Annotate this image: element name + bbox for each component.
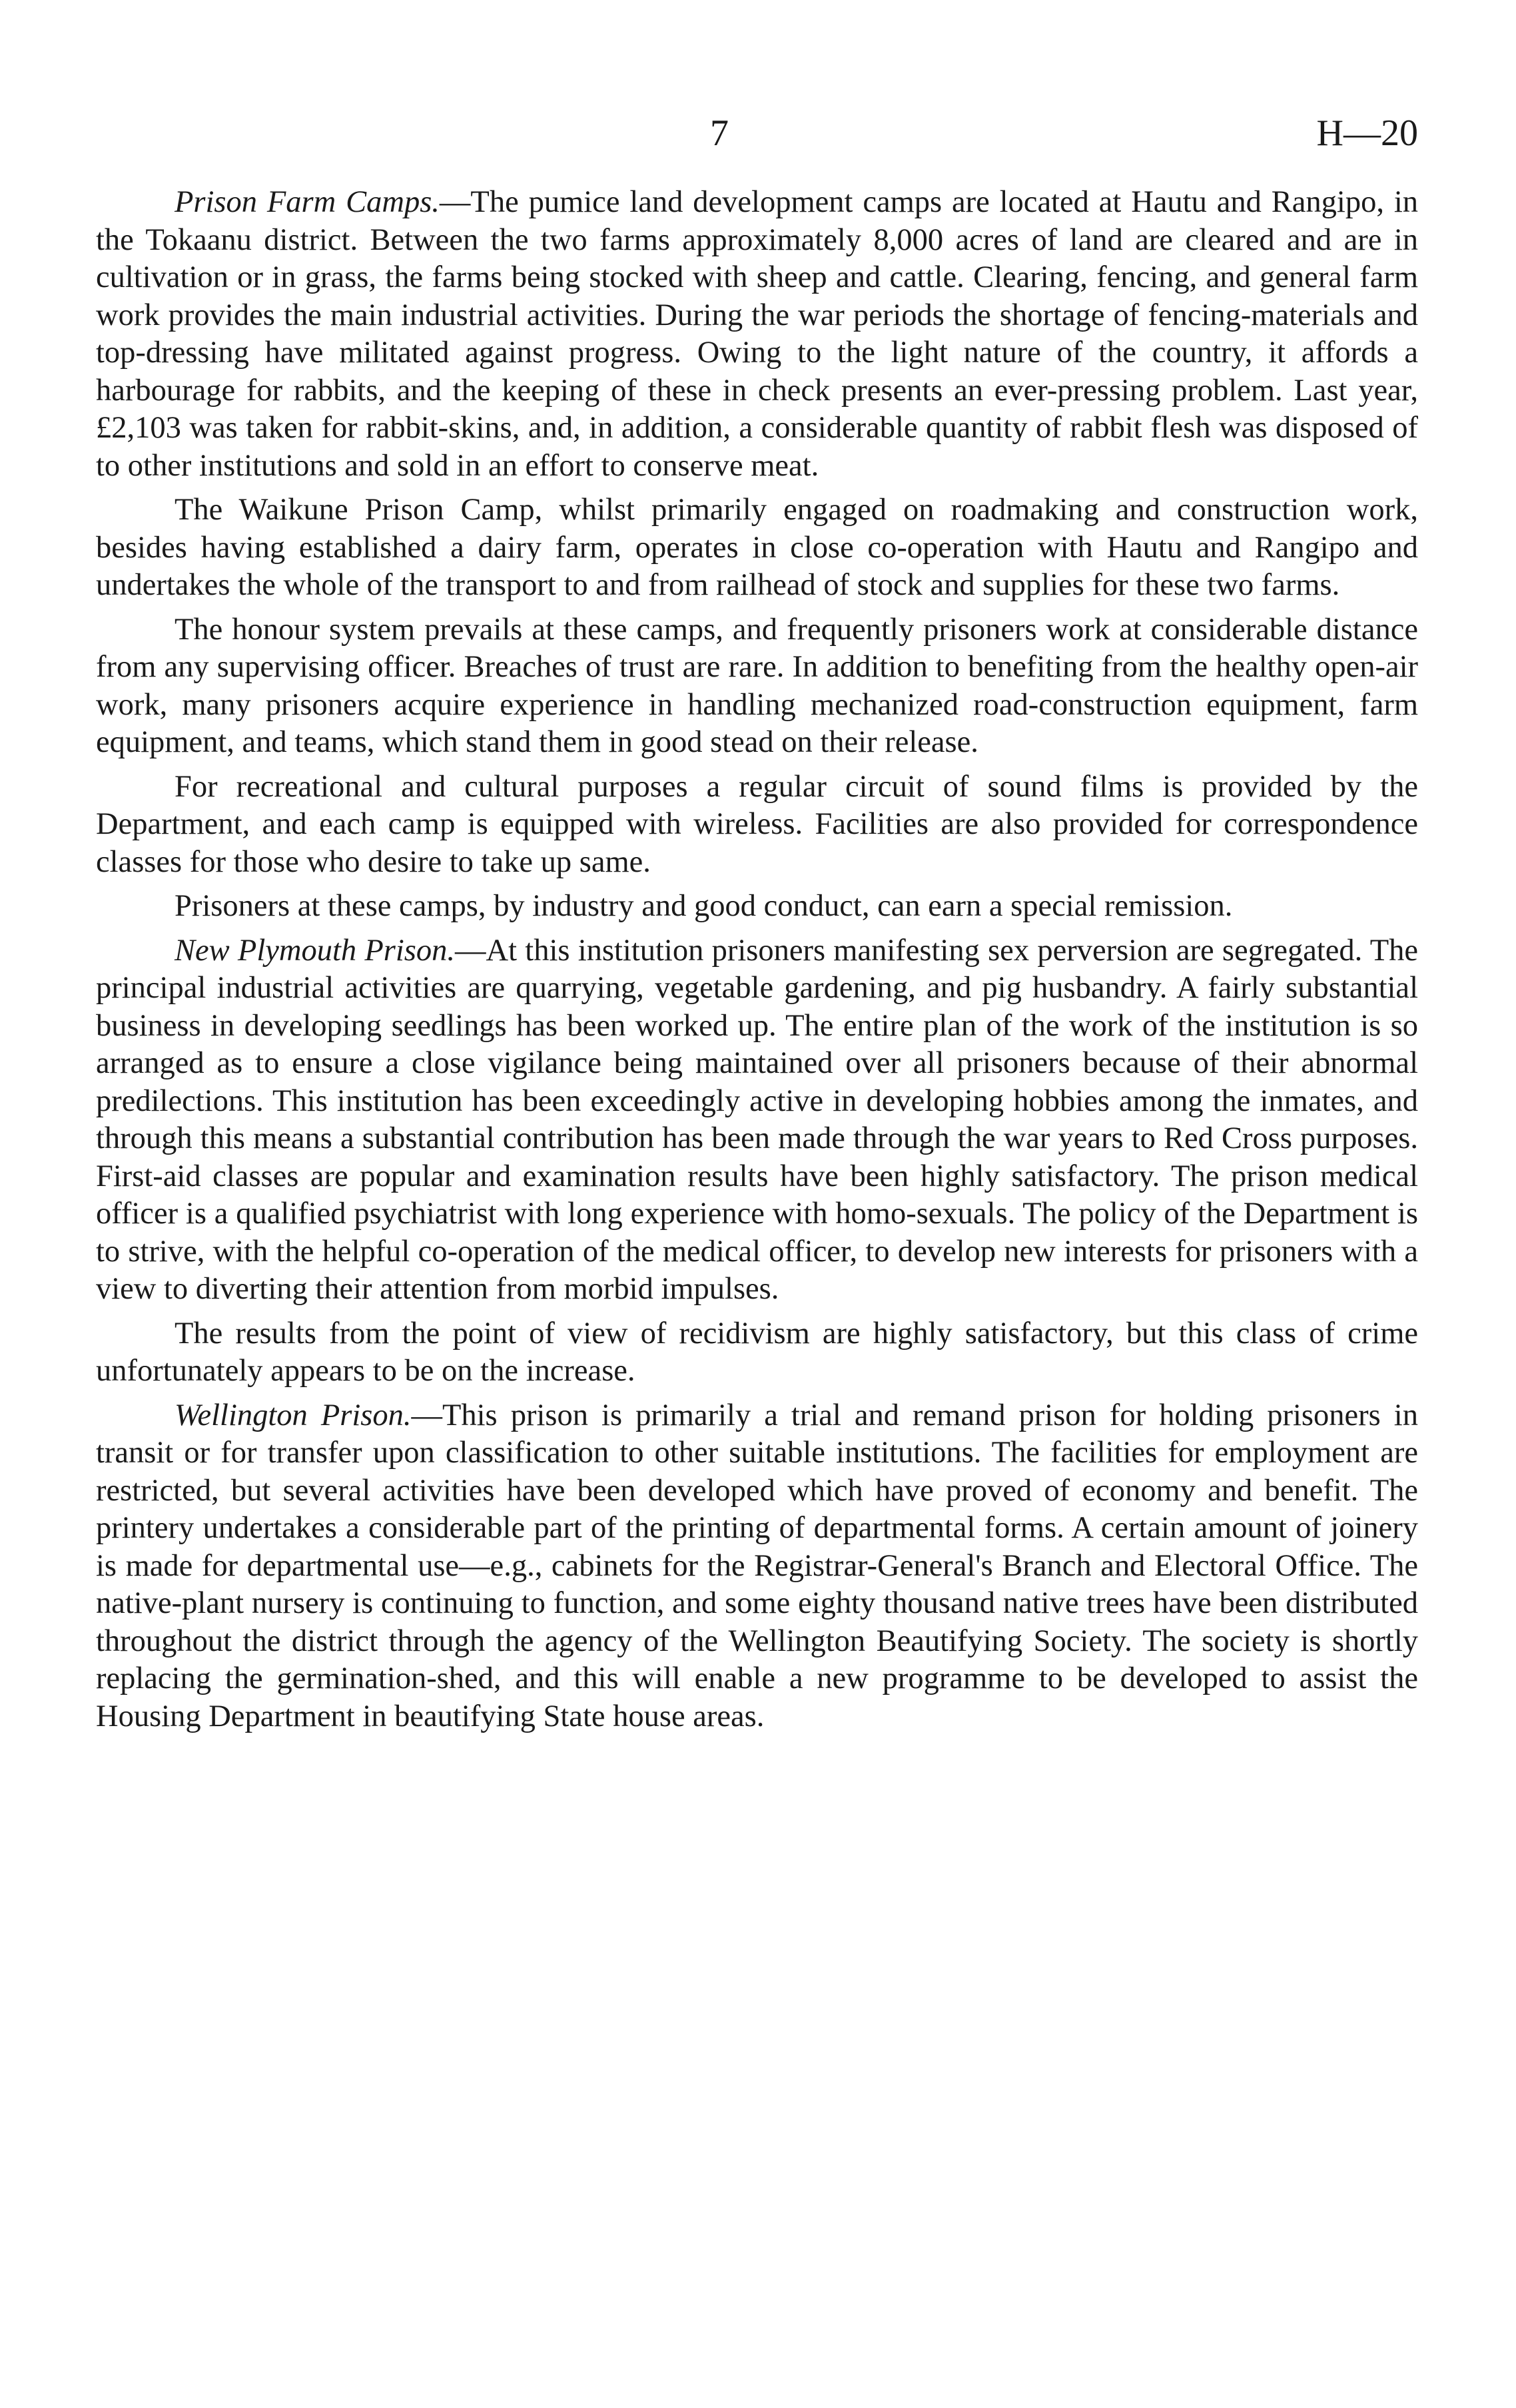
document-reference: H—20 (1316, 113, 1418, 154)
paragraph-text: The results from the point of view of recidivism are highly satisfactory, but this class of crime unfortunately appears to be on the increase. (96, 1316, 1418, 1388)
paragraph-waikune-camp (96, 491, 1418, 605)
paragraph-text: For recreational and cultural purposes a regular circuit of sound films is provided by the Department, and each camp is equipped with wireless. Facilities are also provided for correspondence classes for those who desire to take up same. (96, 769, 1418, 879)
paragraph-recreation (96, 768, 1418, 882)
page-number: 7 (710, 113, 729, 154)
paragraph-honour-system (96, 611, 1418, 762)
section-heading-new-plymouth-prison: New Plymouth Prison. (175, 933, 456, 968)
paragraph-recidivism (96, 1315, 1418, 1390)
paragraph-text: —At this institution prisoners manifesting sex perversion are segregated. The principal industrial activities are quarrying, vegetable gardening, and pig husbandry. A fairly substantial business in developing seedlings has been worked up. The entire plan of the work of the institution is so arranged as to ensure a close vigilance being maintained over all prisoners because of their abnormal predilections. This institution has been exceedingly active in developing hobbies among the inmates, and through this means a substantial contribution has been made through the war years to Red Cross purposes. First-aid classes are popular and examination results have been highly satisfactory. The prison medical officer is a qualified psychiatrist with long experience with homo-sexuals. The policy of the Department is to strive, with the helpful co-operation of the medical officer, to develop new interests for prisoners with a view to diverting their attention from morbid impulses. (96, 933, 1418, 1306)
section-heading-prison-farm-camps: Prison Farm Camps. (175, 185, 440, 219)
paragraph-text: —The pumice land development camps are located at Hautu and Rangipo, in the Tokaanu district. Between the two farms approximately 8,000 acres of land are cleared and are in cultivation or in grass, the farms being stocked with sheep and cattle. Clearing, fencing, and general farm work provides the main industrial activities. During the war periods the shortage of fencing-materials and top-dressing have militated against progress. Owing to the light nature of the country, it affords a harbourage for rabbits, and the keeping of these in check presents an ever-pressing problem. Last year, £2,103 was taken for rabbit-skins, and, in addition, a considerable quantity of rabbit flesh was disposed of to other institutions and sold in an effort to conserve meat. (96, 185, 1418, 483)
paragraph-text: The honour system prevails at these camps, and frequently prisoners work at considerable distance from any supervising officer. Breaches of trust are rare. In addition to benefiting from the healthy open-air work, many prisoners acquire experience in handling mechanized road-construction equipment, farm equipment, and teams, which stand them in good stead on their release. (96, 612, 1418, 759)
paragraph-prison-farm-camps (96, 184, 1418, 485)
paragraph-text: Prisoners at these camps, by industry and good conduct, can earn a special remission. (175, 889, 1233, 923)
paragraph-remission (96, 888, 1418, 926)
paragraph-new-plymouth-prison (96, 932, 1418, 1309)
body-text (96, 184, 1418, 1742)
paragraph-text: The Waikune Prison Camp, whilst primarily engaged on roadmaking and construction work, besides having established a dairy farm, operates in close co-operation with Hautu and Rangipo and undertakes the whole of the transport to and from railhead of stock and supplies for these two farms. (96, 493, 1418, 602)
paragraph-wellington-prison (96, 1397, 1418, 1736)
section-heading-wellington-prison: Wellington Prison. (175, 1398, 412, 1432)
paragraph-text: —This prison is primarily a trial and remand prison for holding prisoners in transit or for transfer upon classification to other suitable institutions. The facilities for employment are restricted, but several activities have been developed which have proved of economy and benefit. The printery undertakes a considerable part of the printing of departmental forms. A certain amount of joinery is made for departmental use—e.g., cabinets for the Registrar-General's Branch and Electoral Office. The native-plant nursery is continuing to function, and some eighty thousand native trees have been distributed throughout the district through the agency of the Wellington Beautifying Society. The society is shortly replacing the germination-shed, and this will enable a new programme to be developed to assist the Housing Department in beautifying State house areas. (96, 1398, 1418, 1733)
